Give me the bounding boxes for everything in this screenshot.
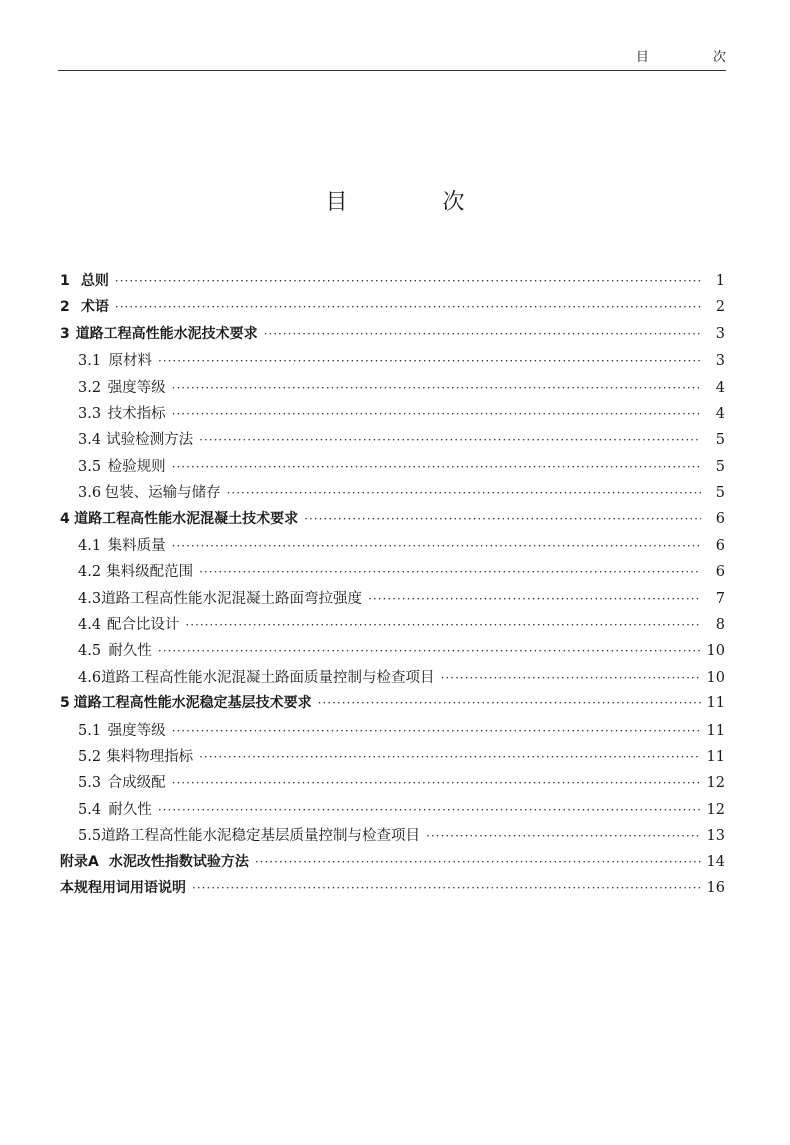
toc-leader-dots — [172, 460, 701, 474]
toc-entry-number: 4.2 — [78, 564, 102, 581]
toc-entry-label: 本规程用词用语说明 — [60, 879, 186, 896]
toc-entry-page: 6 — [715, 510, 725, 527]
toc-entry-number: 4.5 — [78, 643, 102, 660]
toc-entry-page: 5 — [715, 485, 725, 502]
toc-entry-number: 1 — [60, 273, 70, 289]
toc-entry-page: 11 — [706, 722, 725, 739]
toc-entry-number: 3.2 — [78, 379, 102, 396]
toc-entry[interactable] — [60, 719, 725, 745]
toc-entry-page: 10 — [706, 643, 725, 660]
toc-entry-label: 总则 — [80, 273, 109, 289]
toc-entry[interactable] — [60, 666, 725, 692]
toc-entry[interactable] — [60, 745, 725, 771]
toc-leader-dots — [227, 486, 701, 500]
toc-entry-number: 4.1 — [78, 537, 102, 554]
toc-entry-page: 1 — [715, 273, 725, 289]
toc-leader-dots — [115, 300, 701, 314]
toc-entry[interactable] — [60, 481, 725, 507]
toc-leader-dots — [185, 618, 701, 632]
toc-entry[interactable] — [60, 798, 725, 824]
toc-entry[interactable] — [60, 639, 725, 665]
toc-leader-dots — [158, 803, 701, 817]
toc-leader-dots — [172, 407, 701, 421]
toc-entry-number: 4 — [60, 510, 70, 527]
toc-entry-number: 4.6 — [78, 669, 102, 686]
toc-entry[interactable] — [60, 428, 725, 454]
toc-entry-page: 13 — [706, 828, 725, 845]
toc-entry[interactable] — [60, 296, 725, 322]
toc-entry-page: 12 — [706, 775, 725, 792]
toc-entry-label: 集料物理指标 — [106, 749, 194, 766]
toc-entry-label: 术语 — [80, 299, 109, 316]
toc-entry-page: 4 — [715, 405, 725, 422]
toc-leader-dots — [192, 881, 701, 895]
toc-entry-label: 道路工程高性能水泥混凝土路面质量控制与检查项目 — [101, 669, 435, 686]
toc-leader-dots — [115, 274, 701, 288]
toc-entry-page: 14 — [706, 853, 725, 870]
toc-entry-label: 试验检测方法 — [106, 432, 194, 449]
toc-entry-label: 集料级配范围 — [106, 564, 194, 581]
toc-entry-number: 2 — [60, 299, 70, 316]
toc-entry[interactable] — [60, 771, 725, 797]
toc-entry-label: 水泥改性指数试验方法 — [108, 853, 249, 870]
toc-leader-dots — [199, 433, 701, 447]
toc-leader-dots — [172, 539, 701, 553]
toc-entry-page: 11 — [706, 695, 725, 712]
toc-leader-dots — [172, 381, 701, 395]
toc-entry-page: 16 — [706, 879, 725, 896]
toc-leader-dots — [172, 776, 701, 790]
toc-entry-label: 道路工程高性能水泥稳定基层技术要求 — [73, 695, 312, 712]
toc-entry-page: 3 — [715, 353, 725, 370]
toc-entry-page: 5 — [715, 458, 725, 475]
table-of-contents — [60, 270, 725, 903]
toc-leader-dots — [368, 592, 701, 606]
toc-entry-number: 5 — [60, 695, 70, 712]
toc-entry-label: 配合比设计 — [106, 617, 180, 634]
toc-entry-page: 8 — [715, 617, 725, 634]
toc-entry-label: 包装、运输与储存 — [104, 485, 221, 502]
toc-leader-dots — [426, 829, 700, 843]
toc-leader-dots — [199, 565, 701, 579]
toc-entry-page: 5 — [715, 432, 725, 449]
toc-entry-page: 11 — [706, 749, 725, 766]
toc-entry-number: 4.3 — [78, 590, 102, 607]
toc-entry[interactable] — [60, 508, 725, 534]
toc-entry-number: 5.1 — [78, 722, 102, 739]
toc-entry-label: 集料质量 — [107, 537, 166, 554]
toc-entry-number: 5.5 — [78, 828, 102, 845]
toc-entry[interactable] — [60, 349, 725, 375]
toc-entry-page: 10 — [706, 669, 725, 686]
toc-leader-dots — [158, 644, 701, 658]
toc-entry-number: 5.3 — [78, 775, 102, 792]
toc-entry-page: 6 — [715, 537, 725, 554]
toc-entry-label: 道路工程高性能水泥混凝土路面弯拉强度 — [101, 590, 363, 607]
toc-entry-page: 3 — [715, 325, 725, 342]
toc-entry-page: 12 — [706, 801, 725, 818]
toc-leader-dots — [304, 512, 701, 526]
toc-entry-number: 5.2 — [78, 749, 102, 766]
toc-entry[interactable] — [60, 877, 725, 903]
toc-leader-dots — [255, 855, 701, 869]
toc-entry-number: 3.4 — [78, 432, 102, 449]
toc-entry-number: 3.5 — [78, 458, 102, 475]
toc-leader-dots — [318, 696, 701, 710]
toc-entry-number: 附录A — [60, 853, 99, 870]
toc-entry-label: 技术指标 — [107, 405, 166, 422]
toc-entry-label: 耐久性 — [108, 801, 152, 818]
toc-entry-page: 6 — [715, 564, 725, 581]
toc-entry-label: 原材料 — [108, 353, 152, 370]
toc-entry[interactable] — [60, 587, 725, 613]
toc-entry-number: 3 — [60, 325, 70, 342]
toc-entry-label: 道路工程高性能水泥技术要求 — [75, 325, 258, 342]
toc-entry[interactable] — [60, 613, 725, 639]
toc-entry-label: 道路工程高性能水泥混凝土技术要求 — [74, 510, 299, 527]
toc-entry-label: 强度等级 — [107, 722, 166, 739]
toc-leader-dots — [199, 750, 700, 764]
toc-entry[interactable] — [60, 692, 725, 718]
toc-entry-label: 强度等级 — [107, 379, 166, 396]
toc-leader-dots — [441, 671, 701, 685]
toc-entry[interactable] — [60, 560, 725, 586]
toc-entry-label: 检验规则 — [107, 458, 166, 475]
toc-entry[interactable] — [60, 270, 725, 296]
running-header — [58, 40, 756, 71]
toc-leader-dots — [264, 327, 701, 341]
toc-entry-page: 4 — [715, 379, 725, 396]
running-header-title: 目 次 — [635, 50, 756, 65]
toc-entry[interactable] — [60, 824, 725, 850]
toc-entry-number: 3.1 — [78, 353, 102, 370]
toc-entry-number: 5.4 — [78, 801, 102, 818]
toc-entry[interactable] — [60, 455, 725, 481]
toc-leader-dots — [158, 354, 701, 368]
toc-entry-number: 3.6 — [78, 485, 102, 502]
toc-entry[interactable] — [60, 534, 725, 560]
toc-entry[interactable] — [60, 323, 725, 349]
toc-entry-page: 2 — [715, 299, 725, 316]
toc-entry[interactable] — [60, 402, 725, 428]
toc-entry-label: 道路工程高性能水泥稳定基层质量控制与检查项目 — [101, 828, 421, 845]
toc-leader-dots — [172, 724, 701, 738]
toc-entry[interactable] — [60, 376, 725, 402]
page-title: 目 次 — [325, 190, 509, 215]
toc-entry-label: 合成级配 — [107, 775, 166, 792]
toc-entry-number: 4.4 — [78, 617, 102, 634]
toc-entry-page: 7 — [715, 590, 725, 607]
toc-entry[interactable] — [60, 851, 725, 877]
toc-entry-number: 3.3 — [78, 405, 102, 422]
toc-entry-label: 耐久性 — [108, 643, 152, 660]
